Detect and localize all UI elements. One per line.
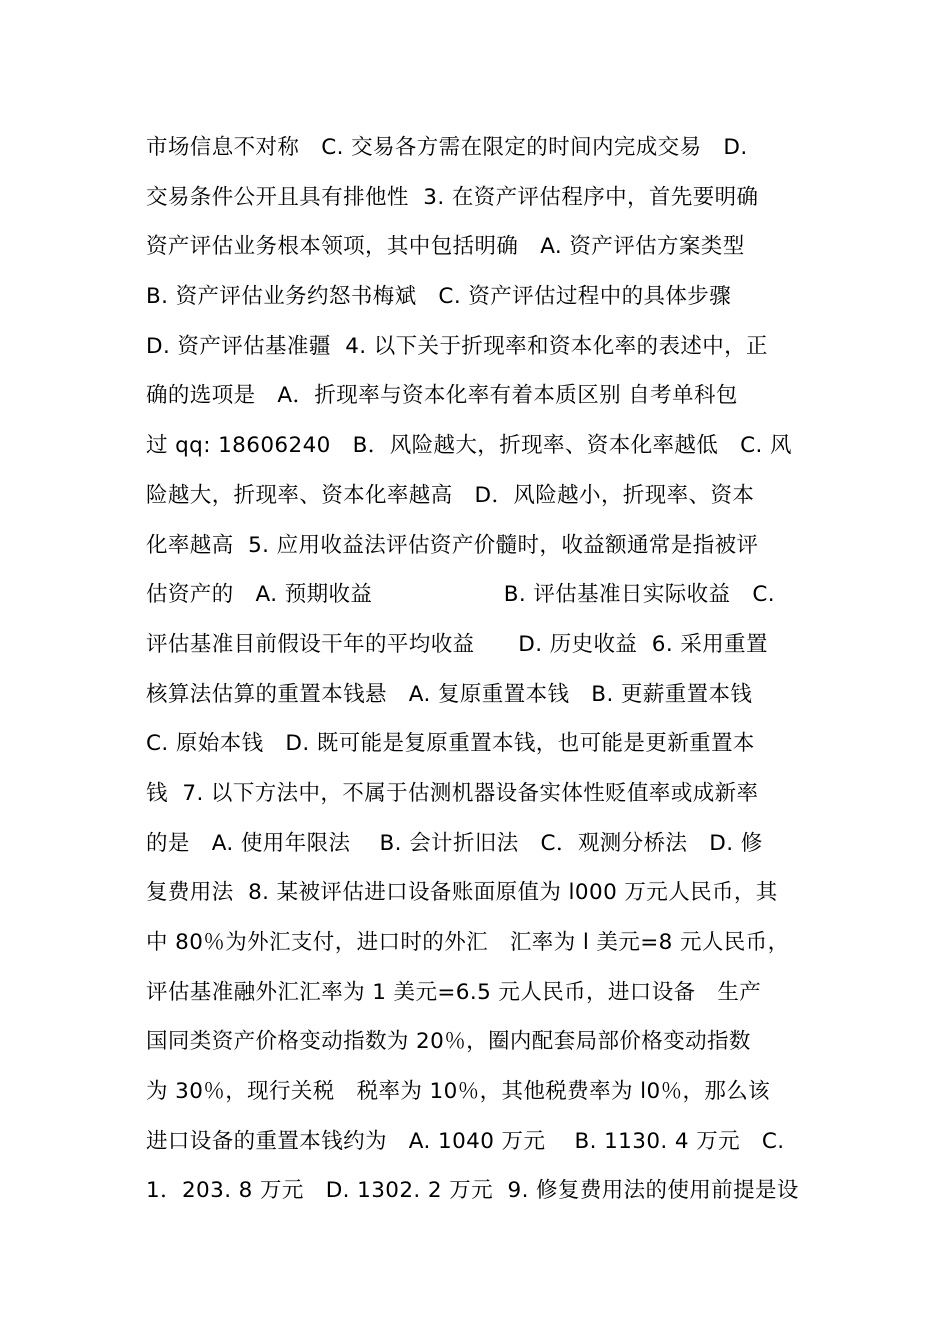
- text-line: 中 80％为外汇支付，进口时的外汇 汇率为 l 美元=8 元人民币，: [146, 930, 790, 955]
- text-line: 险越大，折现率、资本化率越高 D．风险越小，折现率、资本: [146, 482, 755, 508]
- text-line: 确的选项是 A．折现率与资本化率有着本质区别 自考单科包: [146, 383, 738, 409]
- text-line: 钱 7. 以下方法中，不属于估测机器设备实体性贬值率或成新率: [146, 780, 759, 806]
- text-line: 核算法估算的重置本钱悬 A. 复原重置本钱 B. 更薪重置本钱: [146, 681, 753, 707]
- document-body: [146, 128, 826, 1221]
- text-line: 过 qq: 18606240 B．风险越大，折现率、资本化率越低 C. 风: [146, 433, 792, 459]
- text-line: 评估基准融外汇汇率为 1 美元=6.5 元人民币，进口设备 生产: [146, 979, 762, 1005]
- text-line: D. 资产评估基准疆 4. 以下关于折现率和资本化率的表述中，正: [146, 333, 768, 359]
- text-line: 估资产的 A. 预期收益 B. 评估基准日实际收益 C.: [146, 582, 775, 608]
- text-line: 国同类资产价格变动指数为 20％，圈内配套局部价格变动指数: [146, 1029, 751, 1055]
- text-line: 市场信息不对称 C. 交易各方需在限定的时间内完成交易 D.: [146, 135, 748, 160]
- text-line: 资产评估业务根本领项，其中包括明确 A. 资产评估方案类型: [146, 234, 745, 260]
- text-line: 复费用法 8. 某被评估进口设备账面原值为 l000 万元人民币，其: [146, 880, 778, 906]
- text-line: 1．203. 8 万元 D. 1302. 2 万元 9. 修复费用法的使用前提是设: [146, 1178, 799, 1204]
- text-line: B. 资产评估业务约怒书梅斌 C. 资产评估过程中的具体步骤: [146, 284, 732, 310]
- text-line: C. 原始本钱 D. 既可能是复原重置本钱，也可能是更新重置本: [146, 731, 755, 757]
- text-line: 评估基准目前假设干年的平均收益 D. 历史收益 6. 采用重置: [146, 631, 768, 657]
- text-line: 进口设备的重置本钱约为 A. 1040 万元 B. 1130. 4 万元 C.: [146, 1128, 785, 1154]
- text-line: 交易条件公开且具有排他性 3. 在资产评估程序中，首先要明确: [146, 184, 759, 210]
- text-line: 为 30％，现行关税 税率为 10％，其他税费率为 l0％，那么该: [146, 1079, 771, 1105]
- text-line: 化率越高 5. 应用收益法评估资产价髓时，收益额通常是指被评: [146, 532, 759, 558]
- text-line: 的是 A. 使用年限法 B. 会计折旧法 C．观测分桥法 D. 修: [146, 830, 763, 856]
